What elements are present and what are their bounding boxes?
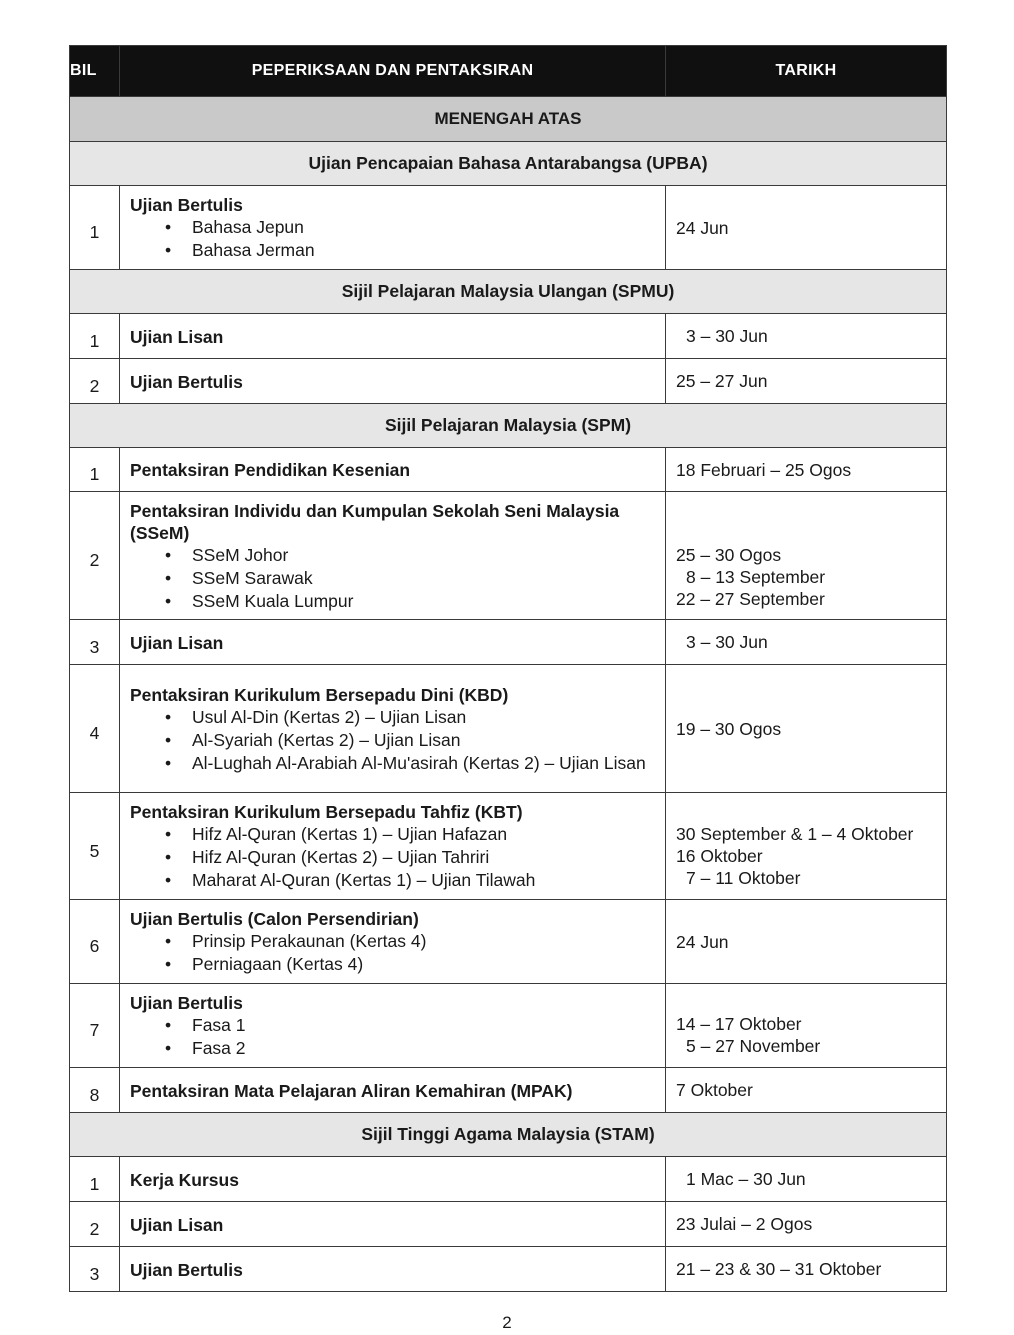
- exam-title: Pentaksiran Mata Pelajaran Aliran Kemahiran (MPAK): [130, 1080, 573, 1101]
- exam-cell: [120, 359, 666, 404]
- exam-bullet-list: [130, 216, 655, 262]
- exam-cell: [120, 314, 666, 359]
- table-row: [70, 314, 947, 359]
- date-cell: [666, 448, 947, 492]
- exam-title: Pentaksiran Kurikulum Bersepadu Dini (KBD): [130, 684, 509, 705]
- date-line: 30 September & 1 – 4 Oktober: [676, 824, 914, 844]
- table-row: [70, 620, 947, 665]
- exam-cell: [120, 1202, 666, 1247]
- exam-title: Ujian Lisan: [130, 632, 224, 653]
- category-row-upba: [70, 142, 947, 186]
- date-cell: [666, 359, 947, 404]
- list-item: • SSeM Sarawak: [192, 567, 655, 590]
- exam-cell: [120, 665, 666, 793]
- list-item: • Prinsip Perakaunan (Kertas 4): [192, 930, 655, 953]
- exam-title: Pentaksiran Pendidikan Kesenian: [130, 460, 411, 480]
- exam-title: Pentaksiran Individu dan Kumpulan Sekolah Seni Malaysia (SSeM): [130, 500, 620, 543]
- table-row: [70, 1157, 947, 1202]
- exam-bullet-list: [130, 930, 655, 976]
- exam-schedule-table: [69, 45, 947, 1292]
- date-cell: [666, 1247, 947, 1292]
- date-line: 18 Februari – 25 Ogos: [676, 459, 852, 480]
- category-label: Sijil Pelajaran Malaysia Ulangan (SPMU): [70, 270, 947, 314]
- row-number: 2: [70, 492, 120, 620]
- date-cell: [666, 793, 947, 900]
- exam-title: Ujian Lisan: [130, 326, 224, 347]
- table-row: [70, 186, 947, 270]
- date-line: 1 Mac – 30 Jun: [686, 1169, 806, 1189]
- row-number: 8: [70, 1068, 120, 1113]
- list-item: • Maharat Al-Quran (Kertas 1) – Ujian Tilawah: [192, 869, 655, 892]
- date-line: 24 Jun: [676, 217, 729, 238]
- category-row-stam: [70, 1113, 947, 1157]
- exam-title: Ujian Bertulis (Calon Persendirian): [130, 909, 419, 929]
- date-cell: [666, 1068, 947, 1113]
- date-line: 24 Jun: [676, 931, 729, 952]
- exam-bullet-list: [130, 1014, 655, 1060]
- list-item: • Hifz Al-Quran (Kertas 1) – Ujian Hafazan: [192, 823, 655, 846]
- level-label: MENENGAH ATAS: [70, 97, 947, 142]
- date-cell: [666, 620, 947, 665]
- date-line: 16 Oktober: [676, 846, 763, 866]
- date-line: 23 Julai – 2 Ogos: [676, 1214, 813, 1234]
- exam-title: Ujian Bertulis: [130, 1259, 243, 1280]
- table-row: [70, 900, 947, 984]
- page-number: 2: [502, 1313, 512, 1332]
- list-item: • Hifz Al-Quran (Kertas 2) – Ujian Tahriri: [192, 846, 655, 869]
- table-row: [70, 984, 947, 1068]
- table-row: [70, 1068, 947, 1113]
- exam-title: Ujian Bertulis: [130, 371, 243, 392]
- table-row: [70, 1247, 947, 1292]
- exam-title: Ujian Bertulis: [130, 993, 243, 1013]
- list-item: • Bahasa Jepun: [192, 216, 655, 239]
- date-line: 3 – 30 Jun: [686, 632, 768, 652]
- exam-cell: [120, 900, 666, 984]
- table-row: [70, 1202, 947, 1247]
- list-item: • SSeM Kuala Lumpur: [192, 590, 655, 613]
- exam-cell: [120, 1157, 666, 1202]
- level-row: [70, 97, 947, 142]
- list-item: • Al-Lughah Al-Arabiah Al-Mu'asirah (Kertas 2) – Ujian Lisan: [192, 752, 655, 775]
- row-number: 5: [70, 793, 120, 900]
- category-label: Sijil Tinggi Agama Malaysia (STAM): [70, 1113, 947, 1157]
- exam-bullet-list: [130, 823, 655, 892]
- date-line: 14 – 17 Oktober: [676, 1014, 802, 1034]
- table-row: [70, 492, 947, 620]
- exam-bullet-list: [130, 544, 655, 613]
- exam-cell: [120, 448, 666, 492]
- date-cell: [666, 984, 947, 1068]
- list-item: • SSeM Johor: [192, 544, 655, 567]
- exam-title: Ujian Bertulis: [130, 195, 243, 215]
- row-number: 4: [70, 665, 120, 793]
- row-number: 6: [70, 900, 120, 984]
- row-number: 3: [70, 1247, 120, 1292]
- date-line: 21 – 23 & 30 – 31 Oktober: [676, 1259, 882, 1279]
- list-item: • Al-Syariah (Kertas 2) – Ujian Lisan: [192, 729, 655, 752]
- table-row: [70, 448, 947, 492]
- header-bil: BIL: [70, 46, 120, 97]
- exam-title: Ujian Lisan: [130, 1214, 224, 1235]
- exam-cell: [120, 620, 666, 665]
- exam-title: Pentaksiran Kurikulum Bersepadu Tahfiz (KBT): [130, 802, 523, 822]
- header-date: TARIKH: [666, 46, 947, 97]
- row-number: 1: [70, 314, 120, 359]
- table-row: [70, 793, 947, 900]
- date-line: 5 – 27 November: [686, 1036, 821, 1056]
- date-line: 22 – 27 September: [676, 589, 825, 609]
- row-number: 2: [70, 359, 120, 404]
- header-exam: PEPERIKSAAN DAN PENTAKSIRAN: [120, 46, 666, 97]
- row-number: 1: [70, 186, 120, 270]
- date-cell: [666, 665, 947, 793]
- date-line: 7 Oktober: [676, 1080, 753, 1100]
- category-label: Ujian Pencapaian Bahasa Antarabangsa (UPBA): [70, 142, 947, 186]
- exam-cell: [120, 186, 666, 270]
- exam-cell: [120, 984, 666, 1068]
- category-row-spmu: [70, 270, 947, 314]
- exam-title: Kerja Kursus: [130, 1169, 239, 1190]
- row-number: 7: [70, 984, 120, 1068]
- table-row: [70, 665, 947, 793]
- list-item: • Fasa 1: [192, 1014, 655, 1037]
- row-number: 1: [70, 448, 120, 492]
- exam-cell: [120, 1247, 666, 1292]
- table-row: [70, 359, 947, 404]
- date-cell: [666, 900, 947, 984]
- date-cell: [666, 1202, 947, 1247]
- table-header-row: [70, 46, 947, 97]
- exam-bullet-list: [130, 706, 655, 775]
- category-label: Sijil Pelajaran Malaysia (SPM): [70, 404, 947, 448]
- row-number: 1: [70, 1157, 120, 1202]
- date-line: 25 – 27 Jun: [676, 371, 768, 391]
- list-item: • Perniagaan (Kertas 4): [192, 953, 655, 976]
- exam-cell: [120, 793, 666, 900]
- row-number: 2: [70, 1202, 120, 1247]
- exam-cell: [120, 492, 666, 620]
- date-line: 8 – 13 September: [686, 567, 826, 587]
- list-item: • Usul Al-Din (Kertas 2) – Ujian Lisan: [192, 706, 655, 729]
- date-line: 19 – 30 Ogos: [676, 718, 782, 739]
- row-number: 3: [70, 620, 120, 665]
- category-row-spm: [70, 404, 947, 448]
- date-line: 7 – 11 Oktober: [686, 868, 801, 888]
- list-item: • Bahasa Jerman: [192, 239, 655, 262]
- date-cell: [666, 186, 947, 270]
- date-cell: [666, 492, 947, 620]
- exam-cell: [120, 1068, 666, 1113]
- date-line: 25 – 30 Ogos: [676, 545, 782, 565]
- date-cell: [666, 1157, 947, 1202]
- date-cell: [666, 314, 947, 359]
- date-line: 3 – 30 Jun: [686, 326, 768, 346]
- list-item: • Fasa 2: [192, 1037, 655, 1060]
